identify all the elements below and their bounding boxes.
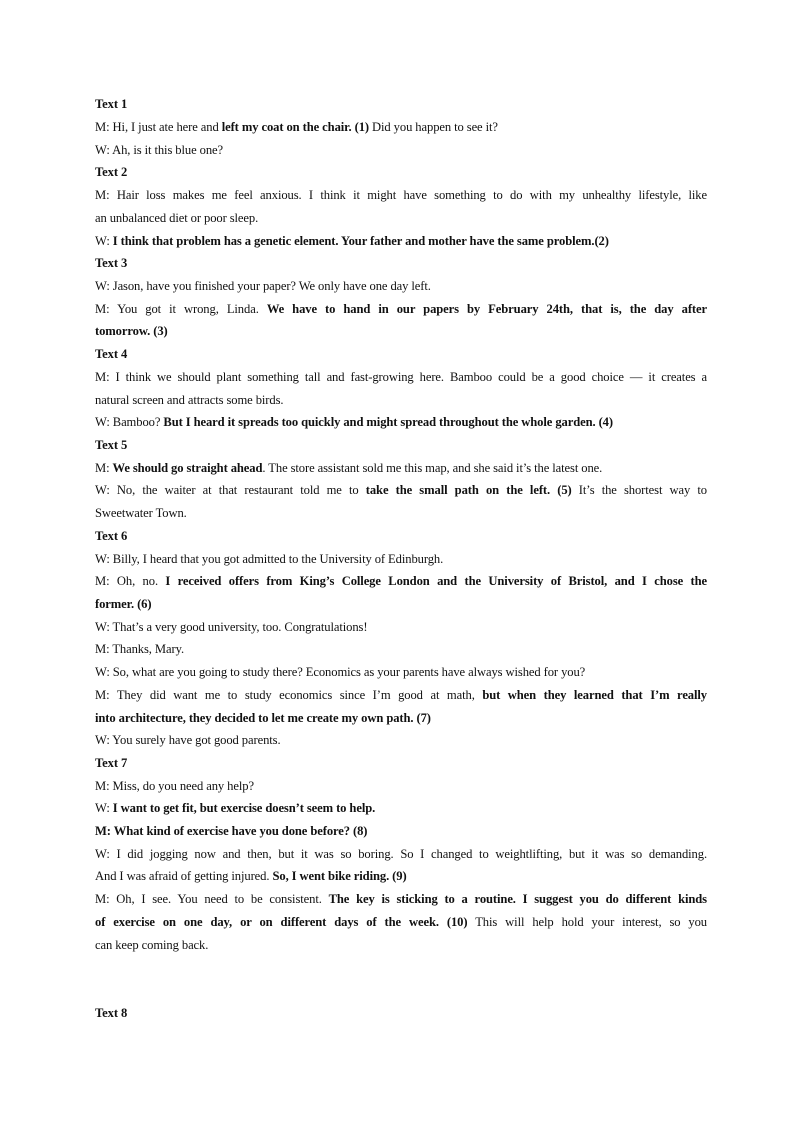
bold-text: left my coat on the chair. (1) [221,120,369,134]
text-run: W: Ah, is it this blue one? [95,143,224,157]
bold-text: former. (6) [95,597,152,611]
bold-text: into architecture, they decided to let me create my own path. (7) [95,711,431,725]
dialogue-line [95,891,707,908]
dialogue-line [95,301,707,318]
text-run: This will help hold your interest, so you [467,915,707,929]
dialogue-line [95,505,707,522]
bold-text: but when they learned that I’m really [482,688,707,702]
text-run: an unbalanced diet or poor sleep. [95,211,259,225]
section-heading [95,528,707,545]
dialogue-line [95,414,707,431]
text-run: W: So, what are you going to study there? Economics as your parents have always wished for you? [95,665,586,679]
bold-text: I want to get fit, but exercise doesn’t seem to help. [112,801,376,815]
text-run: And I was afraid of getting injured. [95,869,273,883]
text-run: W: No, the waiter at that restaurant told me to [95,483,366,497]
text-run: W: Billy, I heard that you got admitted to the University of Edinburgh. [95,552,444,566]
text-run: M: I think we should plant something tall and fast-growing here. Bamboo could be a good choice — it creates a [95,370,707,384]
bold-text: But I heard it spreads too quickly and might spread throughout the whole garden. (4) [163,415,613,429]
dialogue-line [95,482,707,499]
section-heading [95,1005,707,1022]
text-run: M: Thanks, Mary. [95,642,184,656]
dialogue-line [95,460,707,477]
bold-text: M: What kind of exercise have you done before? (8) [95,824,368,838]
text-run: W: Bamboo? [95,415,164,429]
section-heading [95,164,707,181]
dialogue-line [95,573,707,590]
dialogue-line [95,687,707,704]
dialogue-line [95,142,707,159]
dialogue-line [95,323,707,340]
text-run: Did you happen to see it? [368,120,498,134]
dialogue-line [95,619,707,636]
text-run: W: Jason, have you finished your paper? We only have one day left. [95,279,431,293]
dialogue-line [95,846,707,863]
text-run: Sweetwater Town. [95,506,187,520]
text-run: It’s the shortest way to [571,483,707,497]
bold-text: I think that problem has a genetic element. Your father and mother have the same problem.(2) [112,234,609,248]
bold-text: So, I went bike riding. (9) [272,869,407,883]
bold-text: Text 2 [95,165,128,179]
dialogue-line [95,369,707,386]
text-run: M: [95,461,113,475]
dialogue-line [95,551,707,568]
dialogue-line [95,210,707,227]
dialogue-line [95,937,707,954]
text-run: W: [95,234,113,248]
bold-text: We have to hand in our papers by February 24th, that is, the day after [266,302,707,316]
bold-text: We should go straight ahead [112,461,263,475]
dialogue-line [95,187,707,204]
dialogue-line [95,641,707,658]
bold-text: The key is sticking to a routine. I suggest you do different kinds [328,892,707,906]
text-run: M: They did want me to study economics since I’m good at math, [95,688,483,702]
bold-text: Text 3 [95,256,128,270]
bold-text: take the small path on the left. (5) [365,483,572,497]
section-heading [95,346,707,363]
text-run: W: [95,801,113,815]
section-heading [95,255,707,272]
dialogue-line [95,868,707,885]
dialogue-line [95,778,707,795]
bold-text: Text 1 [95,97,128,111]
dialogue-line [95,800,707,817]
text-run: . The store assistant sold me this map, and she said it’s the latest one. [262,461,603,475]
text-run: M: Miss, do you need any help? [95,779,254,793]
dialogue-line [95,732,707,749]
bold-text: Text 7 [95,756,128,770]
text-run: M: Oh, no. [95,574,166,588]
bold-text: Text 6 [95,529,128,543]
dialogue-line [95,823,707,840]
bold-text: I received offers from King’s College London and the University of Bristol, and I chose the [165,574,707,588]
dialogue-line [95,278,707,295]
text-run: W: You surely have got good parents. [95,733,281,747]
dialogue-line [95,710,707,727]
section-heading [95,437,707,454]
dialogue-line [95,596,707,613]
dialogue-line [95,664,707,681]
bold-text: Text 4 [95,347,128,361]
text-run: natural screen and attracts some birds. [95,393,284,407]
bold-text: of exercise on one day, or on different days of the week. (10) [95,915,468,929]
bold-text: tomorrow. (3) [95,324,168,338]
dialogue-line [95,119,707,136]
text-run: M: Oh, I see. You need to be consistent. [95,892,329,906]
section-heading [95,96,707,113]
bold-text: Text 8 [95,1006,128,1020]
text-run: M: Hair loss makes me feel anxious. I think it might have something to do with my unhealthy lifestyle, like [95,188,707,202]
text-run: M: Hi, I just ate here and [95,120,222,134]
text-run: W: I did jogging now and then, but it was so boring. So I changed to weightlifting, but it was so demanding. [95,847,707,861]
section-heading [95,755,707,772]
dialogue-line [95,392,707,409]
text-run: W: That’s a very good university, too. Congratulations! [95,620,368,634]
bold-text: Text 5 [95,438,128,452]
text-run: M: You got it wrong, Linda. [95,302,267,316]
dialogue-line [95,233,707,250]
text-run: can keep coming back. [95,938,209,952]
dialogue-line [95,914,707,931]
